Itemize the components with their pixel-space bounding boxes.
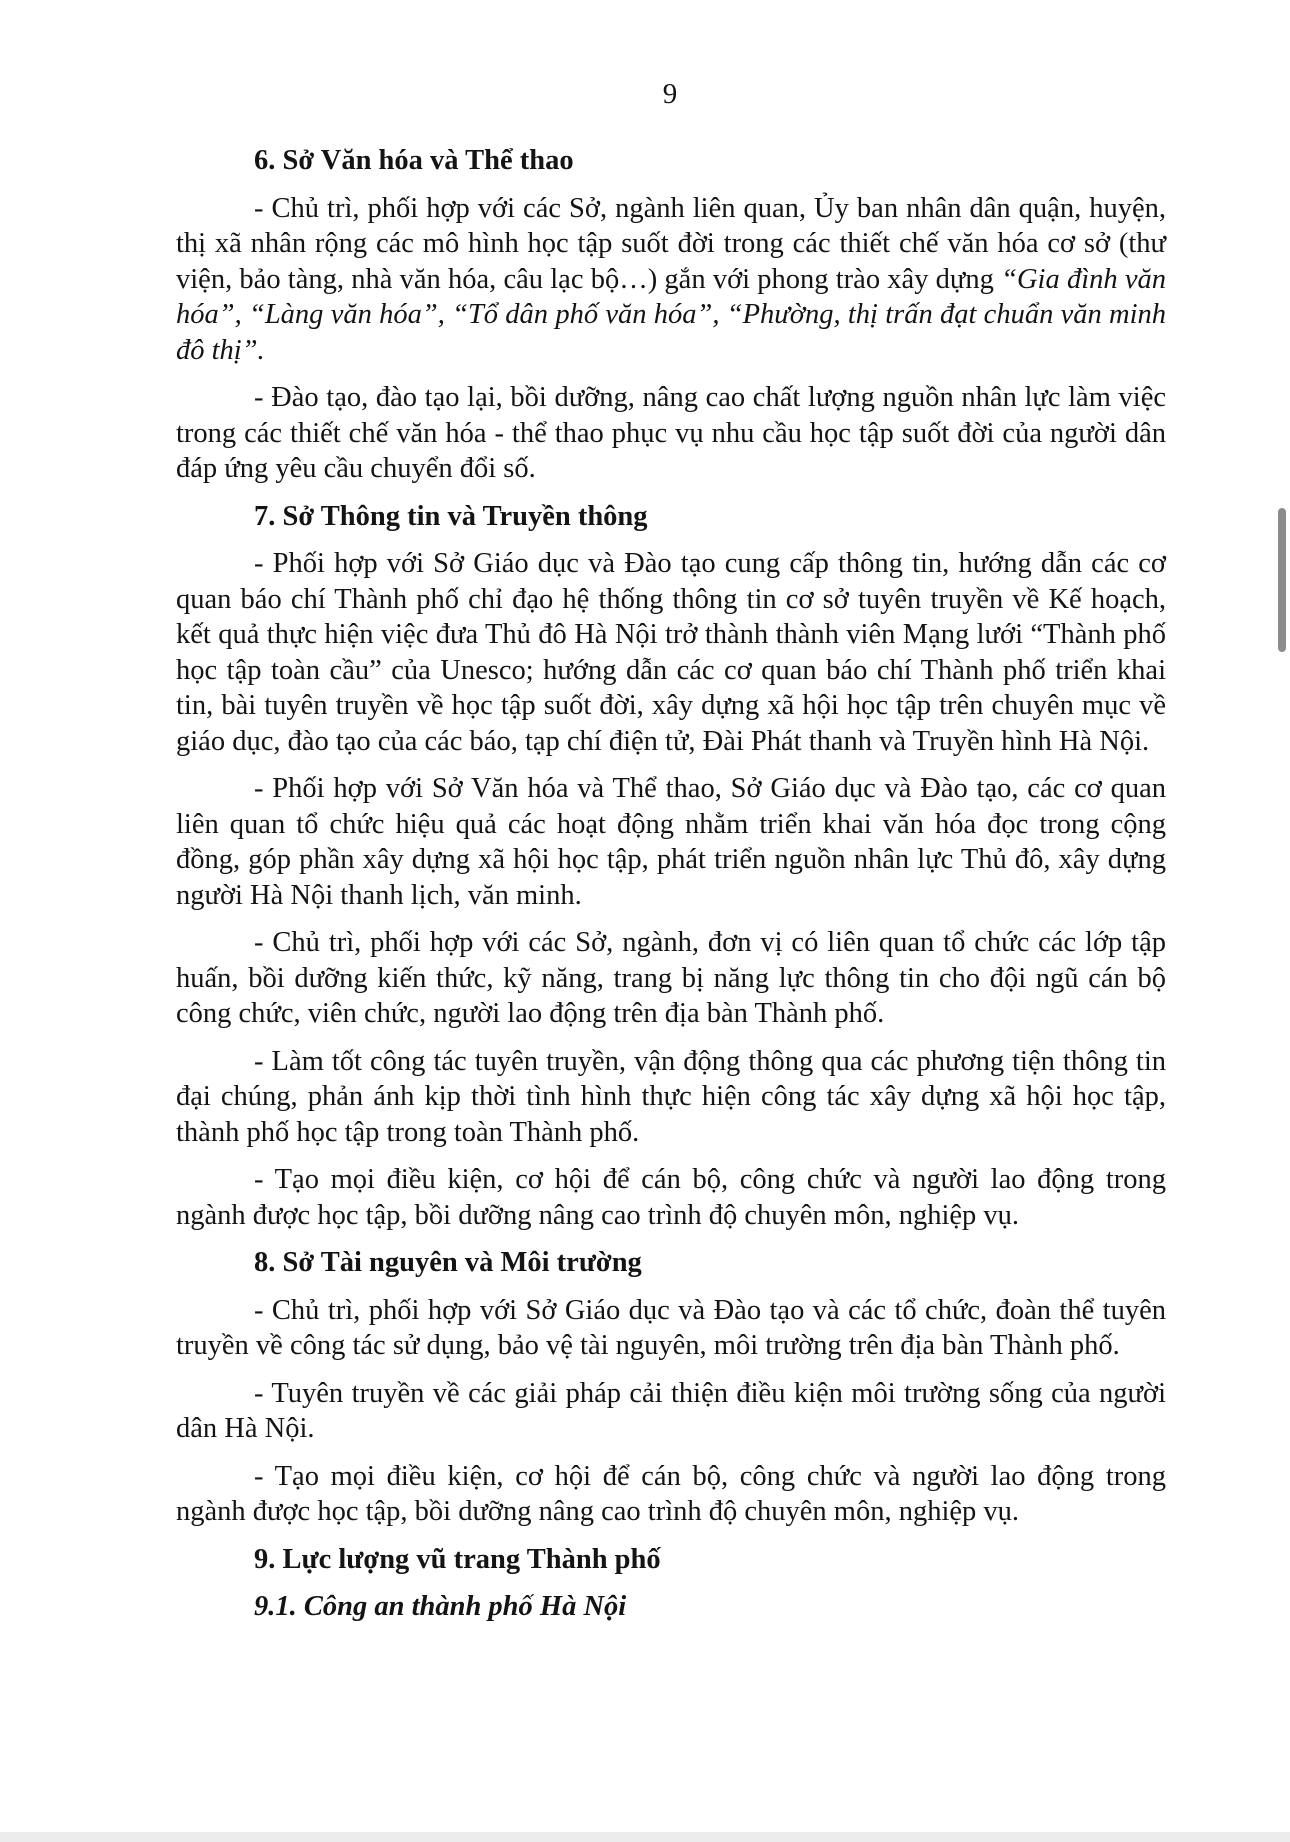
paragraph: - Chủ trì, phối hợp với Sở Giáo dục và Đào tạo và các tổ chức, đoàn thể tuyên truyền về công tác sử dụng, bảo vệ tài nguyên, môi trường trên địa bàn Thành phố. [176, 1294, 1166, 1361]
paragraph: - Phối hợp với Sở Giáo dục và Đào tạo cung cấp thông tin, hướng dẫn các cơ quan báo chí Thành phố chỉ đạo hệ thống thông tin cơ sở tuyên truyền về Kế hoạch, kết quả thực hiện việc đưa Thủ đô Hà Nội trở thành thành viên Mạng lưới “Thành phố học tập toàn cầu” của Unesco; hướng dẫn các cơ quan báo chí Thành phố triển khai tin, bài tuyên truyền về học tập suốt đời, xây dựng xã hội học tập trên chuyên mục về giáo dục, đào tạo của các báo, tạp chí điện tử, Đài Phát thanh và Truyền hình Hà Nội. [176, 548, 1166, 757]
paragraph: - Tuyên truyền về các giải pháp cải thiện điều kiện môi trường sống của người dân Hà Nội. [176, 1377, 1166, 1444]
paragraph [176, 191, 1166, 369]
section-heading: 7. Sở Thông tin và Truyền thông [254, 500, 648, 532]
paragraph: - Chủ trì, phối hợp với các Sở, ngành, đơn vị có liên quan tổ chức các lớp tập huấn, bồi dưỡng kiến thức, kỹ năng, trang bị năng lực thông tin cho đội ngũ cán bộ công chức, viên chức, người lao động trên địa bàn Thành phố. [176, 927, 1166, 1029]
paragraph-text: - Chủ trì, phối hợp với các Sở, ngành liên quan, Ủy ban nhân dân quận, huyện, thị xã nhân rộng các mô hình học tập suốt đời trong các thiết chế văn hóa cơ sở (thư viện, bảo tàng, nhà văn hóa, câu lạc bộ…) gắn với phong trào xây dựng [176, 192, 1166, 295]
paragraph: - Phối hợp với Sở Văn hóa và Thể thao, Sở Giáo dục và Đào tạo, các cơ quan liên quan tổ chức hiệu quả các hoạt động nhằm triển khai văn hóa đọc trong cộng đồng, góp phần xây dựng xã hội học tập, phát triển nguồn nhân lực Thủ đô, xây dựng người Hà Nội thanh lịch, văn minh. [176, 773, 1166, 911]
vertical-scrollbar-thumb[interactable] [1278, 508, 1286, 652]
paragraph: - Tạo mọi điều kiện, cơ hội để cán bộ, công chức và người lao động trong ngành được học tập, bồi dưỡng nâng cao trình độ chuyên môn, nghiệp vụ. [176, 1460, 1166, 1527]
bottom-edge-bar [0, 1832, 1290, 1842]
section-heading: 8. Sở Tài nguyên và Môi trường [254, 1247, 642, 1278]
section-heading: 6. Sở Văn hóa và Thể thao [254, 145, 574, 176]
subsection-heading: 9.1. Công an thành phố Hà Nội [254, 1591, 627, 1622]
section-heading: 9. Lực lượng vũ trang Thành phố [254, 1543, 661, 1575]
paragraph: - Đào tạo, đào tạo lại, bồi dưỡng, nâng cao chất lượng nguồn nhân lực làm việc trong các thiết chế văn hóa - thể thao phục vụ nhu cầu học tập suốt đời của người dân đáp ứng yêu cầu chuyển đổi số. [176, 382, 1166, 484]
paragraph: - Làm tốt công tác tuyên truyền, vận động thông qua các phương tiện thông tin đại chúng, phản ánh kịp thời tình hình thực hiện công tác xây dựng xã hội học tập, thành phố học tập trong toàn Thành phố. [176, 1045, 1166, 1148]
paragraph-italic-text: “Gia đình văn hóa”, “Làng văn hóa”, “Tổ dân phố văn hóa”, “Phường, thị trấn đạt chuẩn văn minh đô thị”. [176, 263, 1166, 366]
page-number: 9 [662, 78, 678, 110]
document-body [176, 143, 1166, 1637]
paragraph: - Tạo mọi điều kiện, cơ hội để cán bộ, công chức và người lao động trong ngành được học tập, bồi dưỡng nâng cao trình độ chuyên môn, nghiệp vụ. [176, 1164, 1166, 1231]
